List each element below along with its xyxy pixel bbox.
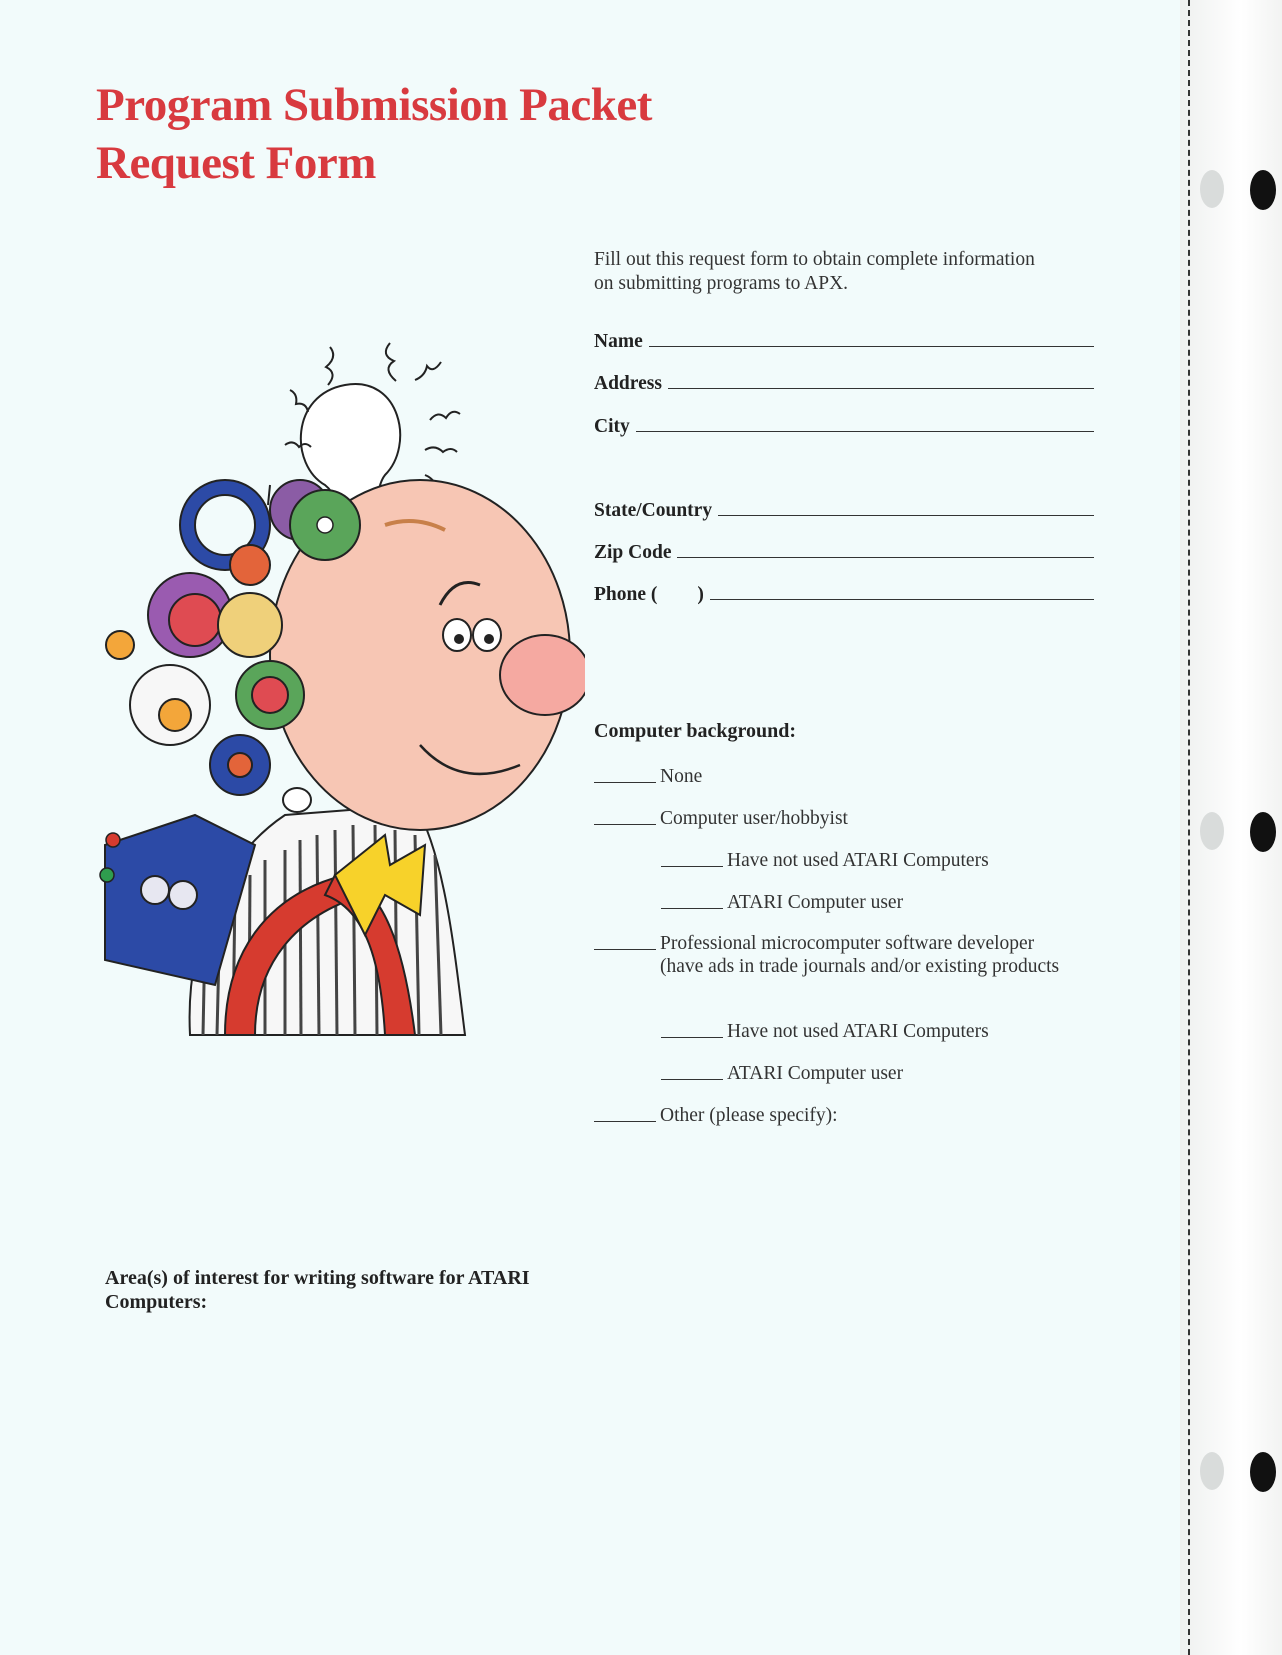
option-hobbyist-user[interactable] — [661, 891, 1127, 914]
title-line-2: Request Form — [96, 137, 376, 189]
city-label: City — [594, 416, 630, 437]
gear — [169, 594, 221, 646]
option-professional-user[interactable] — [661, 1062, 1127, 1085]
option-hobbyist-not-used[interactable] — [661, 849, 1127, 872]
address-line[interactable] — [668, 388, 1094, 389]
checkbox-blank[interactable] — [594, 1104, 656, 1122]
option-professional[interactable] — [594, 932, 1060, 978]
gear — [230, 545, 270, 585]
option-other[interactable] — [594, 1104, 1060, 1127]
phone-label: Phone ( — [594, 584, 658, 605]
gear — [218, 593, 282, 657]
binder-hole-shadow — [1200, 170, 1224, 208]
gear — [106, 631, 134, 659]
option-label: None — [660, 766, 703, 787]
perforation-line — [1188, 0, 1190, 1655]
name-field[interactable] — [594, 325, 1094, 353]
name-label: Name — [594, 331, 643, 352]
city-field[interactable] — [594, 410, 1094, 438]
checkbox-blank[interactable] — [661, 1020, 723, 1038]
ear — [283, 788, 311, 812]
state-country-label: State/Country — [594, 500, 713, 521]
state-country-line[interactable] — [718, 515, 1094, 516]
phone-field[interactable] — [594, 578, 1094, 606]
checkbox-blank[interactable] — [594, 765, 656, 783]
page-title — [96, 76, 652, 192]
phone-close-paren: ) — [697, 584, 704, 605]
nose — [500, 635, 585, 715]
option-label: Have not used ATARI Computers — [727, 1021, 989, 1042]
address-field[interactable] — [594, 367, 1094, 395]
name-line[interactable] — [649, 346, 1094, 347]
checkbox-blank[interactable] — [594, 932, 656, 950]
option-label: ATARI Computer user — [727, 892, 904, 913]
checkbox-blank[interactable] — [594, 807, 656, 825]
address-label: Address — [594, 373, 662, 394]
computer-background-heading: Computer background: — [594, 720, 797, 742]
option-label: Computer user/hobbyist — [660, 808, 848, 829]
checkbox-blank[interactable] — [661, 1062, 723, 1080]
option-none[interactable] — [594, 765, 1060, 788]
gears-head-illustration — [85, 335, 585, 1045]
binder-hole — [1250, 1452, 1276, 1492]
state-country-field[interactable] — [594, 494, 1094, 522]
option-professional-not-used[interactable] — [661, 1020, 1127, 1043]
city-line[interactable] — [636, 431, 1094, 432]
zip-code-field[interactable] — [594, 536, 1094, 564]
phone-line[interactable] — [710, 599, 1094, 600]
title-line-1: Program Submission Packet — [96, 79, 652, 131]
checkbox-blank[interactable] — [661, 891, 723, 909]
zip-code-label: Zip Code — [594, 542, 672, 563]
checkbox-blank[interactable] — [661, 849, 723, 867]
option-label: ATARI Computer user — [727, 1063, 904, 1084]
option-label: Other (please specify): — [660, 1105, 838, 1126]
gear — [159, 699, 191, 731]
binder-hole-shadow — [1200, 812, 1224, 850]
binder-hole — [1250, 812, 1276, 852]
option-hobbyist[interactable] — [594, 807, 1060, 830]
binder-hole-shadow — [1200, 1452, 1224, 1490]
intro-text: Fill out this request form to obtain complete information on submitting programs to APX. — [594, 249, 1035, 294]
zip-code-line[interactable] — [677, 557, 1094, 558]
option-label: Professional microcomputer software developer (have ads in trade journals and/or existing products — [660, 933, 1060, 977]
binder-hole — [1250, 170, 1276, 210]
area-of-interest-heading: Area(s) of interest for writing software for ATARI Computers: — [105, 1267, 530, 1313]
option-label: Have not used ATARI Computers — [727, 850, 989, 871]
